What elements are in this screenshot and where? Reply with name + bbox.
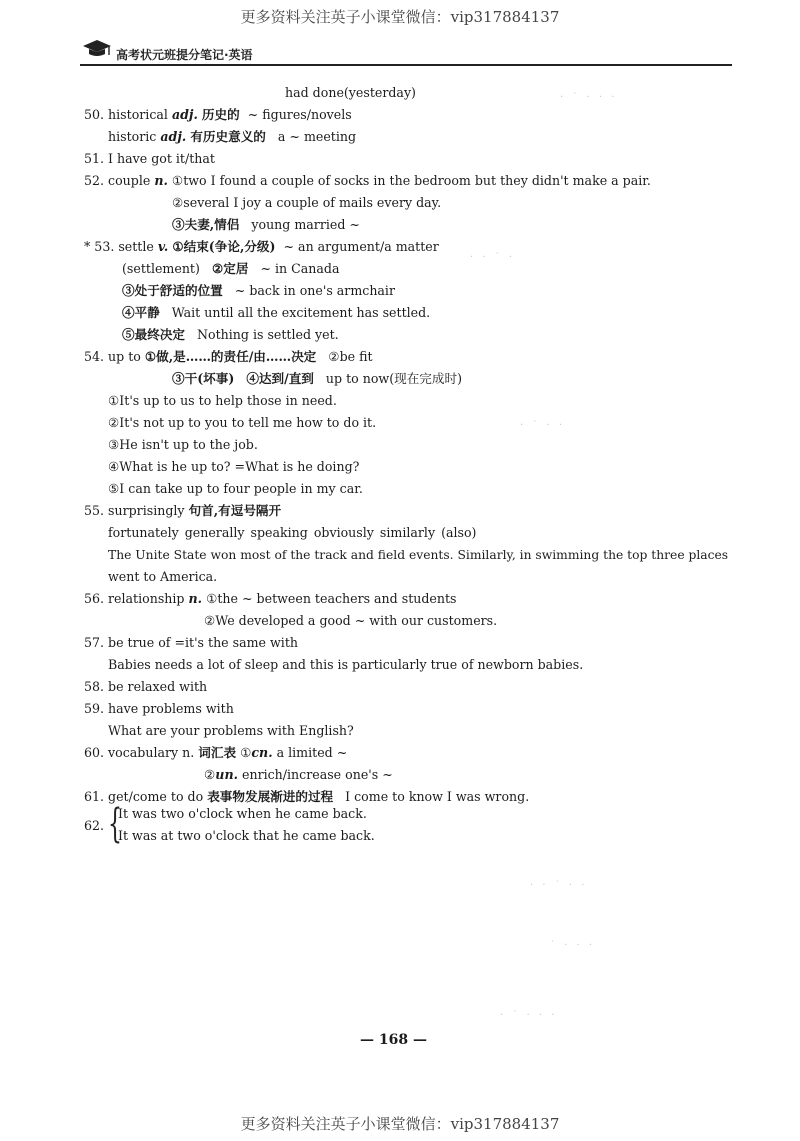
entry-62-example-2: It was at two o'clock that he came back. xyxy=(118,828,375,843)
entry-55-example-line-1: The Unite State won most of the track and field events. Similarly, in swimming the top three places xyxy=(108,548,729,562)
part-of-speech: n. xyxy=(154,173,168,188)
entry-number: 60. vocabulary n. xyxy=(84,745,195,760)
example: a limited ~ xyxy=(276,745,348,760)
sense-2: ②be fit xyxy=(328,349,373,364)
example: young married ~ xyxy=(251,217,360,232)
entry-52-sense-2: ②several I joy a couple of mails every day. xyxy=(172,195,442,210)
chinese-gloss: ③干(坏事) xyxy=(172,371,235,386)
chinese-gloss: ③夫妻,情侣 xyxy=(172,217,240,232)
part-of-speech: adj. xyxy=(160,129,187,144)
entry-58: 58. be relaxed with xyxy=(84,679,208,694)
sense-1: ①two I found a couple of socks in the bedroom but they didn't make a pair. xyxy=(171,173,651,188)
entry-54-senses-3-4 xyxy=(172,371,462,387)
entry-55-surprisingly xyxy=(84,503,281,519)
example: ~ in Canada xyxy=(260,261,340,276)
page-header xyxy=(80,34,732,64)
entry-56-sense-2: ②We developed a good ~ with our customers. xyxy=(204,613,498,628)
entry-54-example-2: ②It's not up to you to tell me how to do it. xyxy=(108,415,377,430)
chinese-gloss: ②定居 xyxy=(211,261,249,276)
entry-54-example-1: ①It's up to us to help those in need. xyxy=(108,393,337,408)
example: ~ figures/novels xyxy=(247,107,352,122)
part-of-speech: adj. xyxy=(171,107,198,122)
entry-number: 52. couple xyxy=(84,173,151,188)
chinese-gloss: ⑤最终决定 xyxy=(122,327,185,342)
chinese-gloss: 有历史意义的 xyxy=(190,129,266,144)
chinese-gloss: 历史的 xyxy=(201,107,240,122)
chinese-gloss: ③处于舒适的位置 xyxy=(122,283,223,298)
entry-53-settle xyxy=(84,239,439,255)
left-brace: { xyxy=(108,801,122,847)
entry-54-example-3: ③He isn't up to the job. xyxy=(108,437,258,452)
entry-number: 50. historical xyxy=(84,107,168,122)
sense-marker: ① xyxy=(240,745,252,760)
part-of-speech: un. xyxy=(215,767,238,782)
part-of-speech: v. xyxy=(157,239,169,254)
chinese-gloss: 句首,有逗号隔开 xyxy=(188,503,282,518)
example: Wait until all the excitement has settled. xyxy=(171,305,431,320)
entry-56-relationship xyxy=(84,591,457,607)
entry-number: * 53. settle xyxy=(84,239,154,254)
part-of-speech: cn. xyxy=(251,745,273,760)
example: I come to know I was wrong. xyxy=(345,789,530,804)
example: ~ back in one's armchair xyxy=(234,283,395,298)
entry-number: 54. up to xyxy=(84,349,141,364)
entry-54-example-5: ⑤I can take up to four people in my car. xyxy=(108,481,363,496)
entry-60-vocabulary xyxy=(84,745,347,761)
entry-57: 57. be true of =it's the same with xyxy=(84,635,298,650)
entry-53-sense-5 xyxy=(122,327,339,343)
graduation-cap-icon xyxy=(82,38,112,58)
entry-60-sense-2 xyxy=(204,767,393,783)
line-had-done: had done(yesterday) xyxy=(285,85,416,100)
entry-54-example-4: ④What is he up to? =What is he doing? xyxy=(108,459,360,474)
word: historic xyxy=(108,129,157,144)
chinese-gloss: ①结束(争论,分级) xyxy=(172,239,276,254)
entry-54-up-to xyxy=(84,349,373,365)
chinese-gloss: 表事物发展渐进的过程 xyxy=(207,789,334,804)
chinese-gloss: ①做,是……的责任/由……决定 xyxy=(144,349,317,364)
entry-62-example-1: It was two o'clock when he came back. xyxy=(118,806,367,821)
sense-marker: ② xyxy=(204,767,216,782)
entry-62-number: 62. xyxy=(84,818,105,833)
example: enrich/increase one's ~ xyxy=(242,767,393,782)
chinese-gloss: ④平静 xyxy=(122,305,160,320)
part-of-speech: n. xyxy=(188,591,203,606)
entry-55-example-line-2: went to America. xyxy=(108,569,218,584)
entry-59-example: What are your problems with English? xyxy=(108,723,354,738)
entry-number: 61. get/come to do xyxy=(84,789,204,804)
entry-50-historic xyxy=(108,129,356,145)
entry-57-example: Babies needs a lot of sleep and this is particularly true of newborn babies. xyxy=(108,657,584,672)
example: ~ an argument/a matter xyxy=(283,239,439,254)
entry-53-sense-3 xyxy=(122,283,395,299)
bleed-through: · ˙ · · xyxy=(520,420,566,431)
entry-61 xyxy=(84,789,529,805)
sense-1: ①the ~ between teachers and students xyxy=(206,591,457,606)
example: a ~ meeting xyxy=(277,129,357,144)
bleed-through: · ˙ · · · xyxy=(500,1010,558,1021)
entry-51: 51. I have got it/that xyxy=(84,151,215,166)
entry-53-sense-4 xyxy=(122,305,430,321)
page-number: — 168 — xyxy=(360,1032,427,1048)
header-title: 高考状元班提分笔记·英语 xyxy=(116,48,253,62)
entry-50-historical xyxy=(84,107,352,123)
entry-number: 56. relationship xyxy=(84,591,185,606)
header-rule xyxy=(80,64,732,66)
watermark-top: 更多资料关注英子小课堂微信：vip317884137 xyxy=(240,8,560,26)
entry-52-sense-3 xyxy=(172,217,360,233)
bleed-through: · · ˙ · xyxy=(470,252,516,263)
chinese-gloss: ④达到/直到 xyxy=(246,371,314,386)
noun-form: (settlement) xyxy=(122,261,200,276)
bleed-through: · ˙ · · · xyxy=(560,92,618,103)
example: up to now(现在完成时) xyxy=(325,371,462,386)
entry-53-sense-2 xyxy=(122,261,339,277)
entry-number: 55. surprisingly xyxy=(84,503,185,518)
chinese-gloss: 词汇表 xyxy=(198,745,237,760)
bleed-through: · · ˙ · · xyxy=(530,880,588,891)
entry-52-couple xyxy=(84,173,651,189)
bleed-through: ˙ · · · xyxy=(550,940,596,951)
entry-55-adverbs: fortunately generally speaking obviously similarly (also) xyxy=(108,525,477,540)
example: Nothing is settled yet. xyxy=(196,327,339,342)
watermark-bottom: 更多资料关注英子小课堂微信：vip317884137 xyxy=(240,1115,560,1133)
entry-59: 59. have problems with xyxy=(84,701,234,716)
